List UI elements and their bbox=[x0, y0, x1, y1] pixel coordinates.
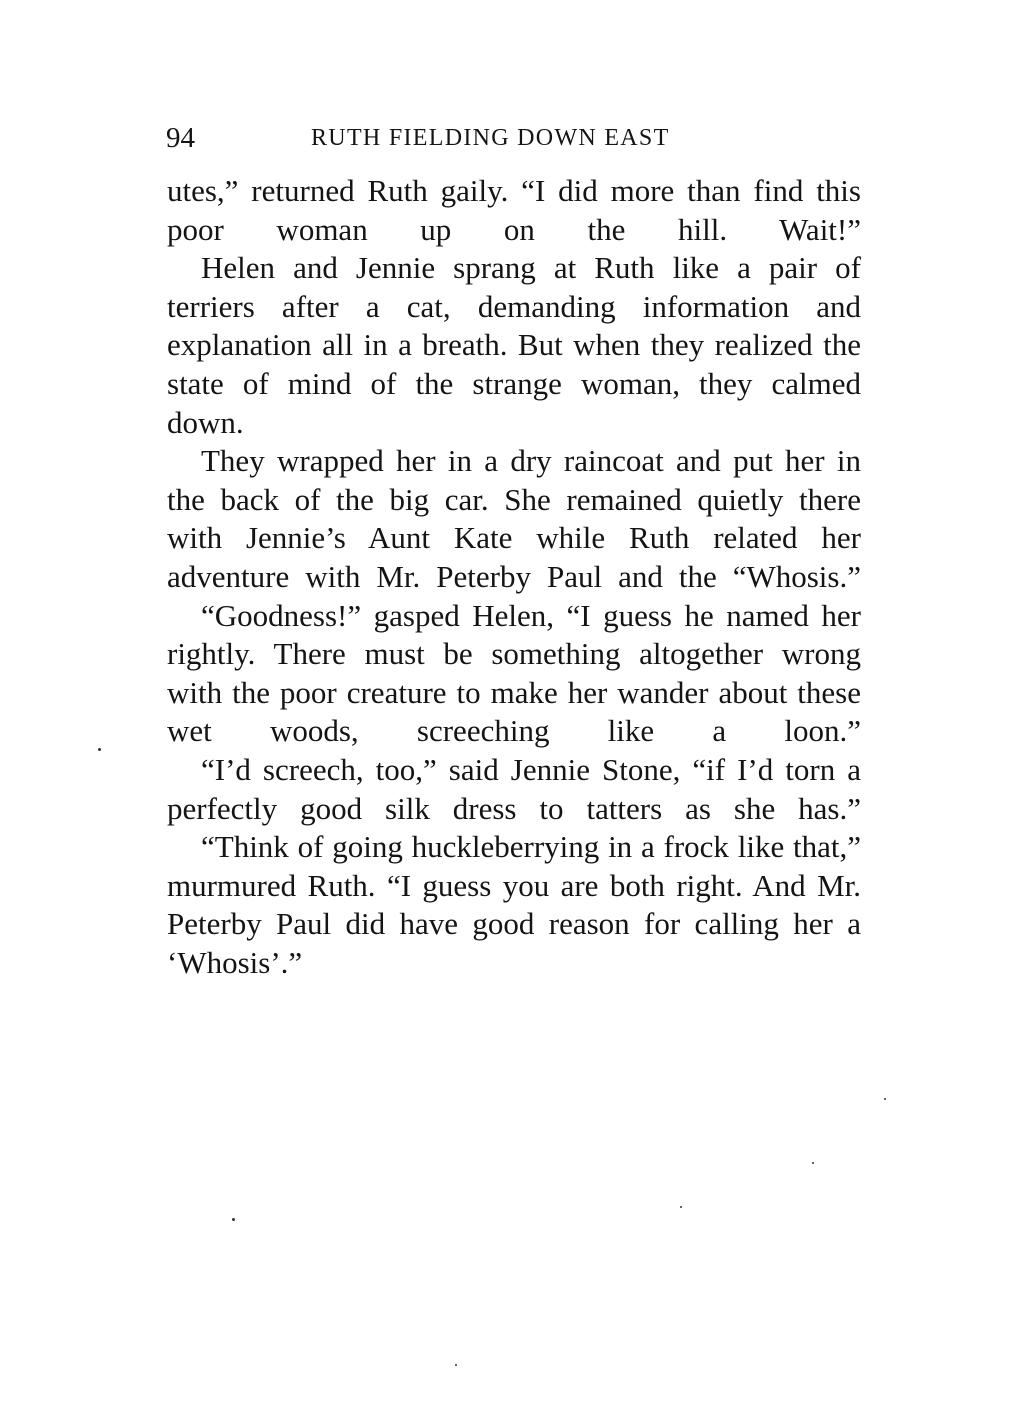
paragraph-1: utes,” returned Ruth gaily. “I did more than find this poor woman up on the hill. Wait!” bbox=[167, 173, 861, 247]
scan-speck bbox=[455, 1364, 457, 1366]
running-title: RUTH FIELDING DOWN EAST bbox=[311, 125, 670, 151]
paragraph-4: “Goodness!” gasped Helen, “I guess he named her rightly. There must be something altogether wrong with the poor creature to make her wander about these wet woods, screeching like a loon.” bbox=[167, 597, 861, 749]
body-text bbox=[167, 172, 861, 982]
paragraph-3: They wrapped her in a dry raincoat and put her in the back of the big car. She remained quietly there with Jennie’s Aunt Kate while Ruth related her adventure with Mr. Peterby Paul and the “Whosis.” bbox=[167, 443, 861, 594]
scan-speck bbox=[884, 1098, 886, 1100]
scan-speck bbox=[232, 1218, 235, 1221]
scan-speck bbox=[812, 1162, 814, 1164]
scan-speck bbox=[98, 748, 101, 751]
scan-speck bbox=[680, 1206, 682, 1208]
page-number: 94 bbox=[166, 122, 195, 154]
paragraph-5: “I’d screech, too,” said Jennie Stone, “if I’d torn a perfectly good silk dress to tatters as she has.” bbox=[167, 751, 861, 826]
paragraph-6: “Think of going huckleberrying in a frock like that,” murmured Ruth. “I guess you are both right. And Mr. Peterby Paul did have good reason for calling her a ‘Whosis’.” bbox=[167, 829, 861, 980]
page-header bbox=[166, 118, 726, 158]
paragraph-2: Helen and Jennie sprang at Ruth like a pair of terriers after a cat, demanding information and explanation all in a breath. But when they realized the state of mind of the strange woman, they calmed down. bbox=[167, 250, 861, 440]
